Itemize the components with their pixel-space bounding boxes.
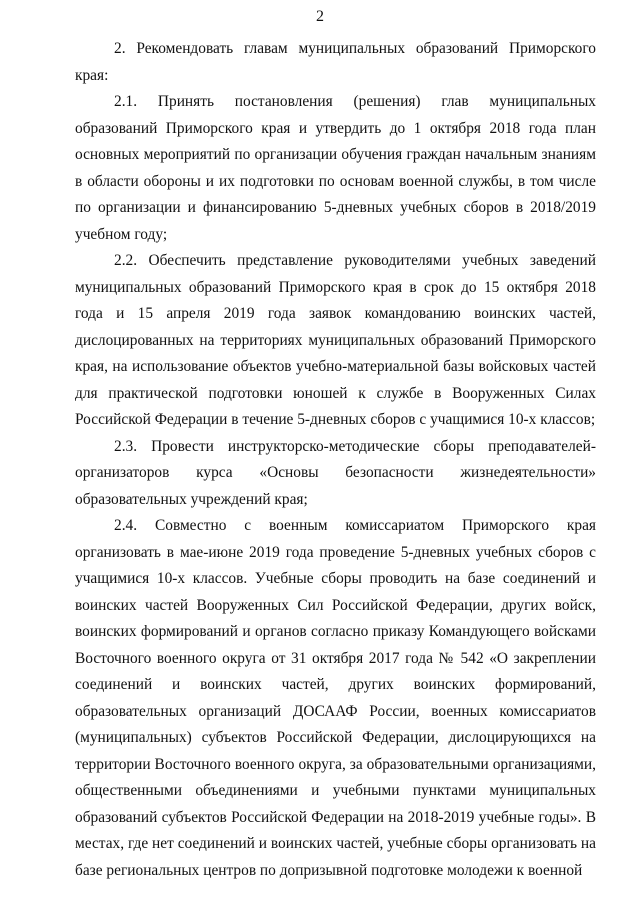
paragraph-2-4: 2.4. Совместно с военным комиссариатом Приморского края организовать в мае-июне 2019 года проведение 5-дневных учебных сборов с учащимися 10-х классов. Учебные сборы проводить на базе соединений и воинских частей Вооруженных Сил Российской Федерации, других войск, воинских формирований и органов согласно приказу Командующего войсками Восточного военного округа от 31 октября 2017 года № 542 «О закреплении соединений и воинских частей, других воинских формирований, образовательных организаций ДОСААФ России, военных комиссариатов (муниципальных) субъектов Российской Федерации, дислоцирующихся на территории Восточного военного округа, за образовательными организациями, общественными объединениями и учебными пунктами муниципальных образований субъектов Российской Федерации на 2018-2019 учебные годы». В местах, где нет соединений и воинских частей, учебные сборы организовать на базе региональных центров по допризывной подготовке молодежи к военной (75, 517, 596, 879)
paragraph-2-2: 2.2. Обеспечить представление руководителями учебных заведений муниципальных образований Приморского края в срок до 15 октября 2018 года и 15 апреля 2019 года заявок командованию воинских частей, дислоцированных на территориях муниципальных образований Приморского края, на использование объектов учебно-материальной базы войсковых частей для практической подготовки юношей к службе в Вооруженных Силах Российской Федерации в течение 5-дневных сборов с учащимися 10-х классов; (75, 252, 596, 428)
page-number: 2 (316, 8, 324, 25)
paragraph-2-1: 2.1. Принять постановления (решения) глав муниципальных образований Приморского края и утвердить до 1 октября 2018 года план основных мероприятий по организации обучения граждан начальным знаниям в области обороны и их подготовки по основам военной службы, в том числе по организации и финансированию 5-дневных учебных сборов в 2018/2019 учебном году; (75, 93, 596, 243)
paragraph-2-3: 2.3. Провести инструкторско-методические сборы преподавателей-организаторов курса «Основы безопасности жизнедеятельности» образовательных учреждений края; (75, 437, 596, 508)
document-body (75, 36, 596, 884)
paragraph-2: 2. Рекомендовать главам муниципальных образований Приморского края: (75, 40, 596, 84)
